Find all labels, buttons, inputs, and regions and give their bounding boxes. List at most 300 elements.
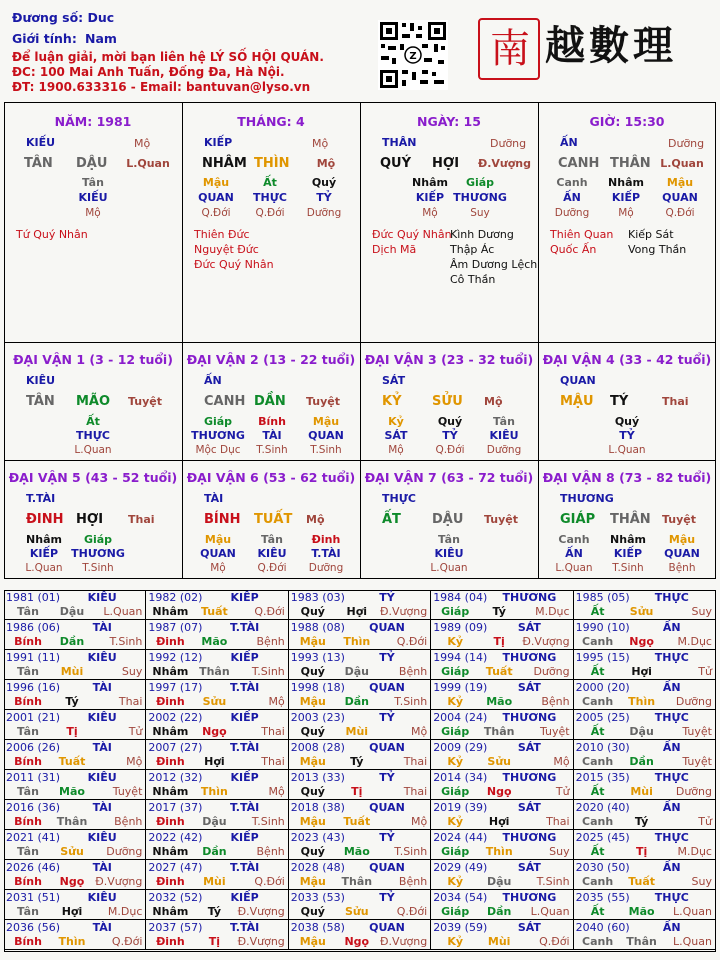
year-god: THƯƠNG: [502, 591, 557, 604]
year-stem: Giáp: [441, 725, 470, 738]
year-branch: Ngọ: [202, 725, 227, 738]
dai-van-branch: TÝ: [610, 394, 629, 409]
dai-van-hidden-god: TÀI: [262, 429, 282, 442]
pillar-earthly-branch: THÂN: [610, 156, 651, 171]
year-stem: Tân: [17, 605, 39, 618]
year-god: SÁT: [517, 861, 541, 874]
auspicious-star: Thiên Đức: [194, 228, 250, 241]
year-branch: Tuất: [485, 665, 513, 678]
year-god: SÁT: [517, 681, 541, 694]
year-stage: Tử: [698, 665, 712, 678]
dai-van-hidden-stem: Mậu: [668, 533, 696, 546]
dai-van-hidden-stage: Dưỡng: [308, 562, 344, 574]
year-branch: Dậu: [59, 605, 85, 618]
year-god: KIẾP: [230, 591, 259, 604]
year-branch: Hợi: [61, 905, 83, 918]
year-stage: Bệnh: [114, 815, 143, 828]
auspicious-star: Nguyệt Đức: [194, 243, 259, 256]
year-stem: Mậu: [299, 695, 326, 708]
dai-van-hidden-stem: Đinh: [311, 533, 341, 546]
year-god: ẤN: [662, 681, 681, 694]
hidden-stem: Ất: [263, 176, 277, 189]
dai-van-stage: Mộ: [484, 395, 503, 408]
dai-van-god: T.TÀI: [26, 492, 56, 505]
year-label: 1996 (16): [6, 681, 61, 694]
year-label: 2007 (27): [148, 741, 203, 754]
year-god: THƯƠNG: [502, 891, 557, 904]
year-label: 2036 (56): [6, 921, 61, 934]
year-cell: [431, 740, 573, 770]
year-label: 2014 (34): [433, 771, 488, 784]
year-label: 2001 (21): [6, 711, 61, 724]
dai-van-hidden-stage: L.Quan: [608, 444, 646, 456]
pillar-life-stage: Dưỡng: [668, 137, 705, 150]
dai-van-hidden-stem: Bính: [258, 415, 286, 428]
dai-van-hidden-god: THỰC: [76, 429, 110, 442]
auspicious-star: Thiên Quan: [550, 228, 614, 241]
year-branch: Hợi: [204, 755, 225, 768]
year-stem: Bính: [14, 695, 42, 708]
pillar-god-label: KIẾU: [26, 136, 56, 149]
pillar-heavenly-stem: QUÝ: [380, 156, 412, 171]
year-stage: Q.Đới: [396, 905, 428, 918]
year-label: 2022 (42): [148, 831, 203, 844]
year-branch: Dậu: [202, 815, 227, 828]
pillar-heavenly-stem: TÂN: [24, 156, 53, 171]
year-cell: [4, 770, 146, 800]
year-god: QUAN: [369, 921, 405, 934]
year-branch: Tị: [493, 635, 505, 648]
year-branch: Thân: [199, 665, 230, 678]
pillar-title: NGÀY: 15: [417, 114, 481, 129]
year-label: 2021 (41): [6, 831, 61, 844]
dai-van-title: ĐẠI VẬN 5 (43 - 52 tuổi): [8, 470, 178, 485]
year-cell: [146, 620, 288, 650]
hidden-stage: Mộ: [422, 207, 438, 219]
year-stem: Mậu: [299, 875, 326, 888]
dai-van-hidden-stem: Canh: [558, 533, 590, 546]
hidden-god: THƯƠNG: [453, 191, 507, 204]
year-stem: Giáp: [441, 665, 470, 678]
year-branch: Tị: [208, 935, 221, 948]
dai-van-god: KIÊU: [26, 374, 56, 387]
pillar-god-label: ẤN: [560, 136, 578, 149]
year-label: 1987 (07): [148, 621, 203, 634]
year-cell: [4, 800, 146, 830]
year-stage: Tử: [128, 725, 143, 738]
year-cell: [431, 650, 573, 680]
hidden-stem: Nhâm: [608, 176, 644, 189]
year-cell: [289, 920, 431, 950]
year-stem: Mậu: [299, 755, 326, 768]
year-god: SÁT: [517, 621, 541, 634]
year-branch: Tị: [351, 785, 363, 798]
year-stem: Bính: [14, 755, 42, 768]
year-stem: Bính: [14, 635, 42, 648]
hidden-stage: Suy: [470, 207, 490, 219]
year-label: 2040 (60): [575, 921, 630, 934]
year-branch: Tuất: [628, 875, 655, 888]
auspicious-star: Quốc Ấn: [550, 243, 597, 256]
year-branch: Thân: [626, 935, 657, 948]
year-god: SÁT: [517, 921, 541, 934]
year-cell: [4, 920, 146, 950]
year-god: TÀI: [92, 681, 112, 694]
year-stem: Mậu: [299, 635, 326, 648]
dai-van-hidden-stage: Q.Đới: [257, 562, 287, 574]
hidden-stem: Canh: [556, 176, 588, 189]
year-branch: Mão: [343, 845, 370, 858]
year-cell: [4, 860, 146, 890]
year-cell: [574, 590, 716, 620]
dai-van-title: ĐẠI VẬN 7 (63 - 72 tuổi): [364, 470, 534, 485]
year-branch: Thìn: [343, 635, 371, 648]
year-god: ẤN: [662, 801, 681, 814]
year-cell: [146, 860, 288, 890]
year-stem: Đinh: [156, 935, 185, 948]
pillar-life-stage: Mộ: [134, 137, 151, 150]
year-cell: [289, 770, 431, 800]
year-god: SÁT: [517, 801, 541, 814]
year-branch: Hợi: [346, 605, 368, 618]
year-stem: Ất: [590, 725, 605, 738]
hidden-stage: Q.Đới: [201, 207, 231, 219]
year-branch: Mão: [201, 635, 228, 648]
year-label: 2034 (54): [433, 891, 488, 904]
dai-van-stage: Tuyệt: [306, 395, 341, 408]
hidden-god: QUAN: [198, 191, 234, 204]
year-god: T.TÀI: [229, 801, 260, 814]
year-god: ẤN: [662, 621, 681, 634]
hidden-stem: Quý: [311, 176, 337, 189]
year-label: 2020 (40): [575, 801, 630, 814]
year-label: 2008 (28): [290, 741, 345, 754]
year-stem: Bính: [14, 815, 42, 828]
seal-character: 南: [490, 26, 530, 72]
year-stem: Giáp: [441, 845, 470, 858]
year-god: KIÊU: [87, 591, 117, 604]
year-stage: Dưỡng: [533, 665, 570, 678]
year-stem: Bính: [14, 935, 42, 948]
inauspicious-star: Vong Thần: [628, 243, 687, 256]
year-god: T.TÀI: [229, 861, 260, 874]
year-stage: M.Dục: [677, 635, 712, 648]
dai-van-god: ẤN: [204, 374, 222, 387]
year-god: QUAN: [369, 621, 405, 634]
dai-van-hidden-stage: L.Quan: [555, 562, 593, 574]
year-stage: Tuyệt: [682, 725, 712, 738]
year-label: 1997 (17): [148, 681, 203, 694]
year-god: TÀI: [92, 921, 112, 934]
year-stage: Thai: [403, 785, 428, 798]
auspicious-star: Dịch Mã: [372, 243, 417, 256]
year-stem: Ất: [590, 605, 605, 618]
year-cell: [4, 650, 146, 680]
red-seal: [478, 18, 540, 80]
dai-van-title: ĐẠI VẬN 8 (73 - 82 tuổi): [542, 470, 712, 485]
year-stem: Quý: [300, 665, 325, 678]
year-label: 2016 (36): [6, 801, 61, 814]
year-stem: Kỷ: [447, 815, 464, 828]
year-branch: Sửu: [629, 605, 654, 618]
dai-van-branch: DẬU: [432, 512, 464, 527]
year-label: 2004 (24): [433, 711, 488, 724]
hidden-stage: Dưỡng: [306, 207, 342, 219]
year-stage: Q.Đới: [254, 605, 285, 618]
dai-van-hidden-stem: Quý: [437, 415, 463, 428]
year-cell: [289, 890, 431, 920]
year-stem: Ất: [590, 905, 605, 918]
year-label: 2029 (49): [433, 861, 488, 874]
year-stage: T.Sinh: [251, 815, 285, 828]
dai-van-hidden-god: QUAN: [200, 547, 236, 560]
year-stem: Tân: [17, 665, 39, 678]
year-label: 2012 (32): [148, 771, 203, 784]
year-god: THƯƠNG: [502, 771, 557, 784]
hidden-stem: Nhâm: [412, 176, 448, 189]
year-stage: Tử: [698, 815, 712, 828]
year-stem: Đinh: [156, 695, 185, 708]
year-label: 1992 (12): [148, 651, 203, 664]
year-cell: [4, 590, 146, 620]
dai-van-hidden-stem: Nhâm: [610, 533, 646, 546]
year-stage: L.Quan: [530, 905, 570, 918]
year-god: SÁT: [517, 741, 541, 754]
year-label: 2037 (57): [148, 921, 203, 934]
dai-van-hidden-god: T.TÀI: [311, 547, 341, 560]
pillar-god-label: KIẾP: [204, 136, 233, 149]
year-cell: [574, 770, 716, 800]
year-stem: Canh: [582, 695, 614, 708]
year-cell: [289, 800, 431, 830]
year-stage: T.Sinh: [394, 845, 428, 858]
year-branch: Mùi: [630, 785, 653, 798]
dai-van-hidden-stage: T.Sinh: [256, 444, 288, 456]
year-stage: Mộ: [553, 755, 570, 768]
year-god: KIÊU: [87, 771, 117, 784]
dai-van-stem: GIÁP: [560, 512, 596, 527]
hidden-stage: Mộ: [85, 207, 101, 219]
year-stem: Kỷ: [447, 695, 464, 708]
auspicious-star: Tứ Quý Nhân: [16, 228, 88, 241]
year-cell: [146, 590, 288, 620]
owner-name: Đương số: Duc: [12, 10, 115, 25]
year-stage: Đ.Vượng: [237, 935, 285, 948]
year-god: KIÊU: [87, 651, 117, 664]
dai-van-hidden-god: QUAN: [308, 429, 344, 442]
pillar-heavenly-stem: CANH: [558, 156, 600, 171]
year-stage: Mộ: [410, 725, 428, 738]
year-god: TỶ: [379, 711, 395, 724]
year-stem: Đinh: [156, 635, 185, 648]
hidden-god: QUAN: [662, 191, 698, 204]
year-stage: Bệnh: [398, 665, 428, 678]
pillar-god-label: THÂN: [382, 136, 417, 149]
year-branch: Tý: [492, 605, 506, 618]
year-label: 2010 (30): [575, 741, 630, 754]
year-stage: Tử: [555, 785, 570, 798]
hidden-stage: Mộ: [618, 207, 634, 219]
year-stage: Thai: [261, 725, 285, 738]
dai-van-branch: TUẤT: [254, 512, 293, 527]
year-cell: [4, 680, 146, 710]
dai-van-hidden-stage: L.Quan: [25, 562, 63, 574]
year-stem: Quý: [300, 905, 325, 918]
year-stem: Quý: [300, 605, 325, 618]
year-label: 2026 (46): [6, 861, 61, 874]
year-god: TÀI: [92, 741, 112, 754]
year-stage: L.Quan: [673, 935, 712, 948]
dai-van-title: ĐẠI VẬN 4 (33 - 42 tuổi): [542, 352, 712, 367]
year-branch: Tý: [634, 815, 649, 828]
pillar-life-stage: Mộ: [312, 137, 329, 150]
year-stage: Mộ: [268, 785, 285, 798]
year-label: 1994 (14): [433, 651, 488, 664]
year-cell: [431, 890, 573, 920]
year-cell: [574, 860, 716, 890]
year-stem: Kỷ: [447, 875, 464, 888]
year-branch: Tị: [66, 725, 78, 738]
hidden-stem: Giáp: [465, 176, 495, 189]
pillar-earthly-branch: HỢI: [432, 156, 460, 171]
year-cell: [289, 860, 431, 890]
year-stem: Mậu: [299, 935, 326, 948]
year-branch: Hợi: [488, 815, 510, 828]
year-stage: Tuyệt: [112, 785, 143, 798]
year-god: QUAN: [369, 801, 405, 814]
year-god: THƯƠNG: [502, 831, 557, 844]
year-label: 1988 (08): [290, 621, 345, 634]
year-branch: Mùi: [60, 665, 84, 678]
year-god: TÀI: [92, 621, 112, 634]
year-stage: Mộ: [268, 695, 285, 708]
dai-van-stem: BÍNH: [204, 512, 241, 527]
year-cell: [289, 590, 431, 620]
inauspicious-star: Kiếp Sát: [628, 228, 674, 241]
year-god: TỶ: [379, 771, 395, 784]
pillar-heavenly-stem: NHÂM: [202, 156, 247, 171]
year-stage: L.Quan: [103, 605, 143, 618]
dai-van-title: ĐẠI VẬN 1 (3 - 12 tuổi): [13, 352, 173, 367]
year-branch: Dậu: [344, 665, 369, 678]
dai-van-hidden-stem: Ất: [86, 415, 100, 428]
year-label: 1982 (02): [148, 591, 203, 604]
year-label: 1999 (19): [433, 681, 488, 694]
dai-van-hidden-god: KIÊU: [489, 429, 519, 442]
year-cell: [4, 710, 146, 740]
year-branch: Tị: [635, 845, 648, 858]
dai-van-hidden-stage: L.Quan: [430, 562, 468, 574]
dai-van-branch: MÃO: [76, 394, 111, 409]
pillar-earthly-branch: THÌN: [254, 156, 290, 171]
year-stem: Canh: [582, 875, 614, 888]
year-label: 2002 (22): [148, 711, 203, 724]
gender-value: Nam: [85, 31, 117, 46]
year-stem: Nhâm: [152, 845, 189, 858]
dai-van-stage: Tuyệt: [484, 513, 519, 526]
dai-van-branch: THÂN: [610, 512, 651, 527]
dai-van-hidden-stem: Quý: [614, 415, 640, 428]
year-cell: [431, 710, 573, 740]
year-cell: [146, 710, 288, 740]
year-branch: Mão: [59, 785, 85, 798]
year-stem: Quý: [300, 725, 325, 738]
year-god: ẤN: [662, 921, 681, 934]
year-stem: Kỷ: [447, 635, 464, 648]
year-branch: Sửu: [345, 905, 369, 918]
address: ĐC: 100 Mai Anh Tuấn, Đống Đa, Hà Nội.: [12, 65, 285, 79]
dai-van-hidden-stem: Tân: [493, 415, 515, 428]
year-label: 1985 (05): [575, 591, 630, 604]
year-god: THỰC: [654, 771, 689, 784]
contact-invite: Để luận giải, mời bạn liên hệ LÝ SỐ HỘI QUÁN.: [12, 50, 324, 64]
year-stage: M.Dục: [535, 605, 570, 618]
year-label: 1998 (18): [290, 681, 345, 694]
hidden-stage: Q.Đới: [665, 207, 695, 219]
dai-van-hidden-stem: Mậu: [204, 533, 232, 546]
year-label: 2033 (53): [290, 891, 345, 904]
pillar-title: GIỜ: 15:30: [589, 114, 665, 129]
year-cell: [146, 920, 288, 950]
year-cell: [4, 620, 146, 650]
year-stem: Ất: [590, 785, 605, 798]
year-cell: [574, 620, 716, 650]
year-cell: [431, 860, 573, 890]
year-branch: Mùi: [345, 725, 369, 738]
pillar-stage-right: Đ.Vượng: [478, 157, 532, 170]
year-stage: Đ.Vượng: [522, 635, 570, 648]
inauspicious-star: Thập Ác: [450, 243, 495, 256]
year-branch: Thìn: [200, 785, 228, 798]
year-cell: [146, 770, 288, 800]
year-stage: Q.Đới: [254, 875, 285, 888]
year-cell: [431, 590, 573, 620]
dai-van-god: THƯƠNG: [560, 492, 614, 505]
year-stem: Đinh: [156, 875, 185, 888]
year-god: TỶ: [379, 831, 395, 844]
year-branch: Dần: [59, 635, 85, 648]
year-stage: Q.Đới: [396, 635, 428, 648]
year-label: 1984 (04): [433, 591, 488, 604]
dai-van-hidden-stage: T.Sinh: [82, 562, 114, 574]
year-stage: Đ.Vượng: [379, 935, 428, 948]
dai-van-hidden-stage: Mộc Dục: [195, 444, 241, 456]
year-cell: [574, 710, 716, 740]
year-label: 2018 (38): [290, 801, 345, 814]
year-cell: [574, 830, 716, 860]
year-god: ẤN: [662, 741, 681, 754]
year-stage: T.Sinh: [536, 875, 570, 888]
year-cell: [4, 740, 146, 770]
year-stage: T.Sinh: [394, 695, 428, 708]
year-stem: Tân: [17, 845, 39, 858]
year-stage: L.Quan: [673, 905, 712, 918]
year-cell: [431, 800, 573, 830]
year-cell: [431, 830, 573, 860]
logo-text: 越數理: [545, 23, 677, 69]
year-god: THỰC: [654, 891, 689, 904]
dai-van-branch: DẦN: [254, 394, 286, 409]
dai-van-branch: HỢI: [76, 512, 104, 527]
year-stage: Đ.Vượng: [237, 905, 285, 918]
year-cell: [289, 650, 431, 680]
year-branch: Thìn: [58, 935, 86, 948]
year-cell: [289, 680, 431, 710]
year-cell: [431, 920, 573, 950]
qr-code-icon: [378, 20, 448, 90]
year-label: 2017 (37): [148, 801, 203, 814]
year-branch: Ngọ: [59, 875, 85, 888]
